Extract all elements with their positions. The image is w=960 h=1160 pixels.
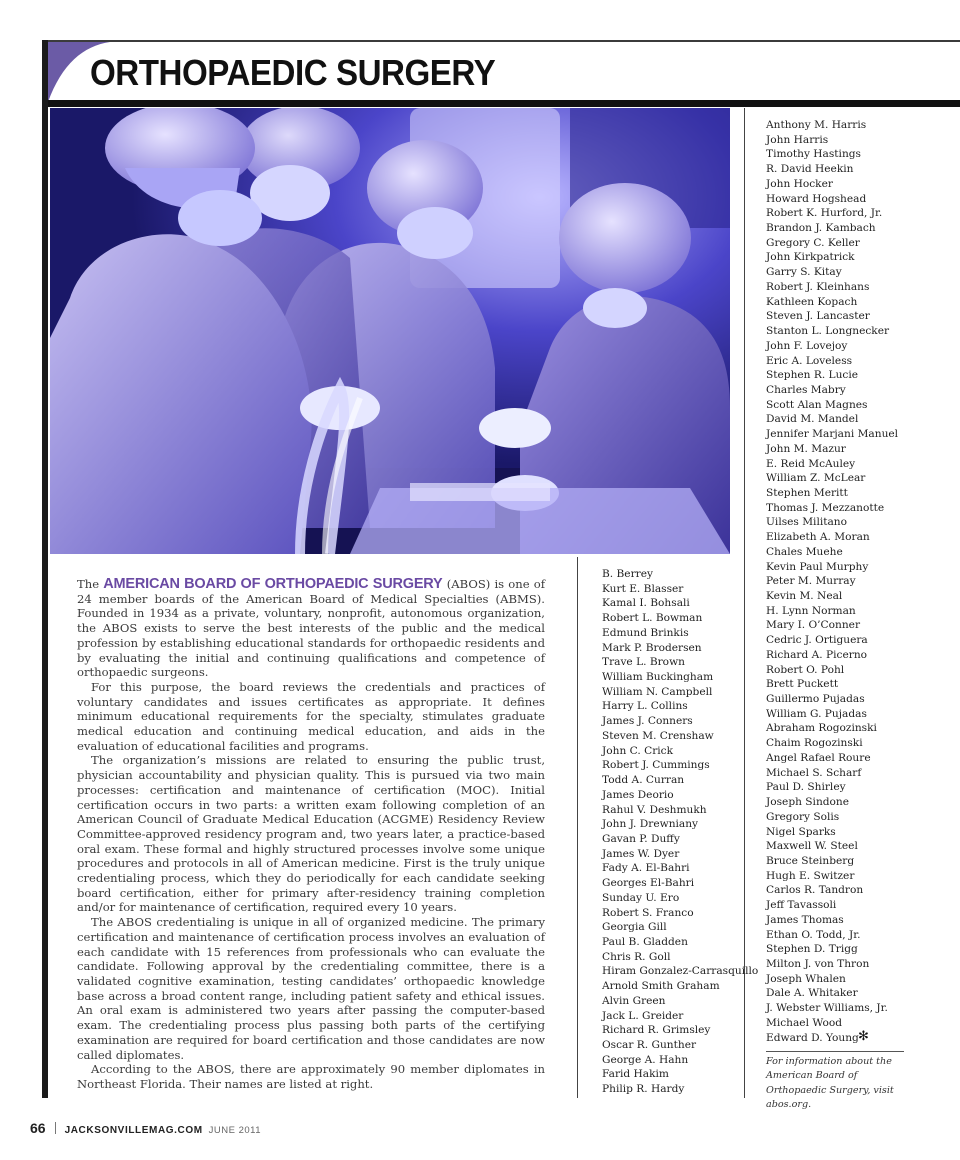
diplomate-name: Thomas J. Mezzanotte [766,501,885,514]
diplomate-name: Oscar R. Gunther [602,1039,697,1051]
diplomate-name: Arnold Smith Graham [602,980,720,993]
diplomate-name: E. Reid McAuley [766,457,856,470]
diplomate-name: Robert L. Bowman [602,612,703,625]
diplomate-name: Edmund Brinkis [602,626,689,639]
diplomate-name: Edward D. Young [766,1031,859,1044]
diplomate-list-right [766,118,898,1045]
diplomate-name: Gregory Solis [766,810,840,823]
diplomate-name: Timothy Hastings [766,148,861,161]
diplomate-name: Scott Alan Magnes [766,398,868,411]
column-divider [577,557,578,1098]
diplomate-name: Kamal I. Bohsali [602,597,690,610]
diplomate-name: Charles Mabry [766,383,846,396]
article-body [77,577,545,1092]
diplomate-name: Stephen R. Lucie [766,369,859,382]
page-number: 66 [30,1120,46,1136]
diplomate-name: Paul B. Gladden [602,935,688,948]
diplomate-name: Farid Hakim [602,1068,669,1081]
diplomate-name: James Thomas [766,913,844,926]
diplomate-name: J. Webster Williams, Jr. [766,1002,888,1015]
diplomate-name: Kevin M. Neal [766,590,843,602]
diplomate-name: Alvin Green [602,994,666,1007]
diplomate-name: Elizabeth A. Moran [766,531,870,544]
diplomate-name: Jack L. Greider [602,1009,684,1022]
top-rule [42,40,960,42]
diplomate-name: William N. Campbell [602,685,713,698]
section-title: ORTHOPAEDIC SURGERY [90,52,496,93]
diplomate-name: Richard A. Picerno [766,648,868,661]
diplomate-name: Maxwell W. Steel [766,840,858,853]
diplomate-name: Ethan O. Todd, Jr. [766,928,861,941]
diplomate-name: Eric A. Loveless [766,354,853,367]
diplomate-name: Brandon J. Kambach [766,222,876,235]
diplomate-name: Carlos R. Tandron [766,884,864,897]
diplomate-name: Angel Rafael Roure [766,751,871,764]
diplomate-name: Todd A. Curran [602,774,685,787]
diplomate-name: Jennifer Marjani Manuel [766,428,899,441]
footer-site: JACKSONVILLEMAG.COM [64,1125,203,1136]
diplomate-name: B. Berrey [602,568,653,580]
diplomate-name: Anthony M. Harris [766,119,867,131]
info-divider [766,1051,904,1052]
lead-prefix: The [77,577,104,591]
diplomate-name: Joseph Sindone [766,796,850,809]
lead-rest: (ABOS) is one of 24 member boards of the American Board of Medical Specialties (ABMS). Founded in 1934 as a private, voluntary, nonprofit, autonomous organization, the ABOS exists to serve the best interests of the public and the medical profession by establishing educational standards for orthopaedic residents and by evaluating the initial and continuing qualifications and competence of orthopaedic surgeons. [77,577,546,680]
diplomate-name: Mark P. Brodersen [602,641,702,654]
diplomate-name: John Hocker [766,177,833,190]
article-paragraph: The organization’s missions are related to ensuring the public trust, physician accountability and physician quality. This is pursued via two main processes: certification and maintenance of certification (MOC). Initial certification occurs in two parts: a written exam following completion of an American Council of Graduate Medical Education (ACGME) Residency Review Committee-approved residency program and, two years later, a practice-based oral exam. These formal and highly structured processes involve some unique procedures and protocols in all of American medicine. First is the truly unique credentialing process, which they do periodically for each candidate seeking board certification, either for primary after-residency training completion and/or for maintenance of certification, required every 10 years. [77,753,545,915]
article-lead-paragraph [77,577,545,680]
diplomate-name: Philip R. Hardy [602,1083,685,1096]
diplomate-name: Rahul V. Deshmukh [602,803,707,816]
diplomate-name: Trave L. Brown [602,656,685,669]
diplomate-name: William Buckingham [602,671,714,684]
page-edge-bar [42,40,48,1098]
diplomate-name: William Z. McLear [766,472,866,485]
diplomate-name: Kathleen Kopach [766,295,858,308]
diplomate-name: Howard Hogshead [766,192,867,205]
diplomate-name: Michael Wood [766,1016,843,1029]
article-paragraph: The ABOS credentialing is unique in all of organized medicine. The primary certification and maintenance of certification process involves an evaluation of each candidate with 15 references from professionals who can evaluate the candidate. Following approval by the credentialing committee, there is a validated cognitive examination, testing candidates’ orthopaedic knowledge base across a broad content range, including patient safety and ethical issues. An oral exam is administered two years after passing the computer-based exam. The credentialing process plus passing both parts of the certifying examination are required for board certification and those candidates are now called diplomates. [77,915,545,1062]
diplomate-name: Joseph Whalen [766,972,846,985]
diplomate-name: Robert J. Kleinhans [766,280,870,293]
diplomate-name: Steven J. Lancaster [766,310,870,323]
end-mark-icon: ✻ [858,1029,869,1044]
info-note: For information about the American Board of Orthopaedic Surgery, visit abos.org. [766,1056,894,1111]
footer-separator [55,1122,56,1134]
diplomate-name: H. Lynn Norman [766,604,856,617]
diplomate-name: Chaim Rogozinski [766,737,863,750]
diplomate-name: David M. Mandel [766,413,859,426]
diplomate-name: Uilses Militano [766,516,847,529]
diplomate-name: Peter M. Murray [766,575,856,588]
diplomate-name: Michael S. Scharf [766,766,862,779]
article-paragraph: For this purpose, the board reviews the credentials and practices of voluntary candidates and issues certificates as appropriate. It defines minimum educational requirements for the specialty, stimulates graduate medical education and continuing medical education, and aids in the evaluation of educational facilities and programs. [77,679,545,753]
diplomate-name: Harry L. Collins [602,700,688,713]
diplomate-name: Nigel Sparks [766,825,836,838]
diplomate-name: John Kirkpatrick [766,251,855,264]
diplomate-name: Steven M. Crenshaw [602,729,714,742]
diplomate-name: Garry S. Kitay [766,266,842,279]
diplomate-name: William G. Pujadas [766,707,867,720]
diplomate-name: Stephen Meritt [766,486,848,499]
diplomate-name: Mary I. O’Conner [766,619,861,632]
diplomate-name: Bruce Steinberg [766,854,855,867]
diplomate-name: John M. Mazur [766,442,846,455]
diplomate-name: Dale A. Whitaker [766,987,858,1000]
footer-issue: JUNE 2011 [208,1125,262,1136]
diplomate-name: Hugh E. Switzer [766,869,855,882]
diplomate-name: Kevin Paul Murphy [766,560,869,573]
diplomate-name: Cedric J. Ortiguera [766,634,868,647]
diplomate-name: Chales Muehe [766,545,843,558]
diplomate-name: Paul D. Shirley [766,781,846,794]
diplomate-name: John J. Drewniany [602,818,699,831]
page-footer [30,1120,261,1138]
diplomate-name: Georgia Gill [602,921,667,934]
diplomate-name: Chris R. Goll [602,950,671,963]
diplomate-name: James J. Conners [602,715,693,728]
diplomate-name: George A. Hahn [602,1053,689,1066]
diplomate-name: Hiram Gonzalez-Carrasquillo [602,965,759,978]
diplomate-name: Abraham Rogozinski [766,722,877,735]
diplomate-name: Kurt E. Blasser [602,582,684,595]
diplomate-name: James W. Dyer [602,847,680,860]
diplomate-name: Stanton L. Longnecker [766,325,890,338]
diplomate-name: Robert S. Franco [602,906,694,919]
diplomate-name: Gavan P. Duffy [602,832,680,845]
diplomate-name: Gregory C. Keller [766,236,860,249]
surgery-photo [50,108,730,554]
diplomate-name: Robert K. Hurford, Jr. [766,207,883,220]
diplomate-name: Robert J. Cummings [602,759,710,772]
diplomate-name: Jeff Tavassoli [766,899,837,912]
diplomate-name: Guillermo Pujadas [766,693,865,706]
diplomate-name: Brett Puckett [766,678,839,691]
article-paragraph: According to the ABOS, there are approximately 90 member diplomates in Northeast Florida. Their names are listed at right. [77,1062,545,1091]
diplomate-list-middle [602,567,758,1097]
diplomate-name: Stephen D. Trigg [766,943,858,956]
diplomate-name: R. David Heekin [766,163,854,176]
diplomate-name: Milton J. von Thron [766,957,870,970]
diplomate-name: James Deorio [602,788,674,801]
organization-name: AMERICAN BOARD OF ORTHOPAEDIC SURGERY [103,576,443,592]
diplomate-name: Richard R. Grimsley [602,1024,711,1037]
diplomate-name: John Harris [766,133,829,146]
diplomate-name: Robert O. Pohl [766,663,845,676]
diplomate-name: John F. Lovejoy [766,339,848,352]
diplomate-name: Sunday U. Ero [602,891,680,904]
diplomate-name: Fady A. El-Bahri [602,862,690,875]
diplomate-name: Georges El-Bahri [602,877,695,890]
diplomate-name: John C. Crick [602,744,674,757]
header-rule [48,100,960,107]
surgery-photo-icon [50,108,730,554]
